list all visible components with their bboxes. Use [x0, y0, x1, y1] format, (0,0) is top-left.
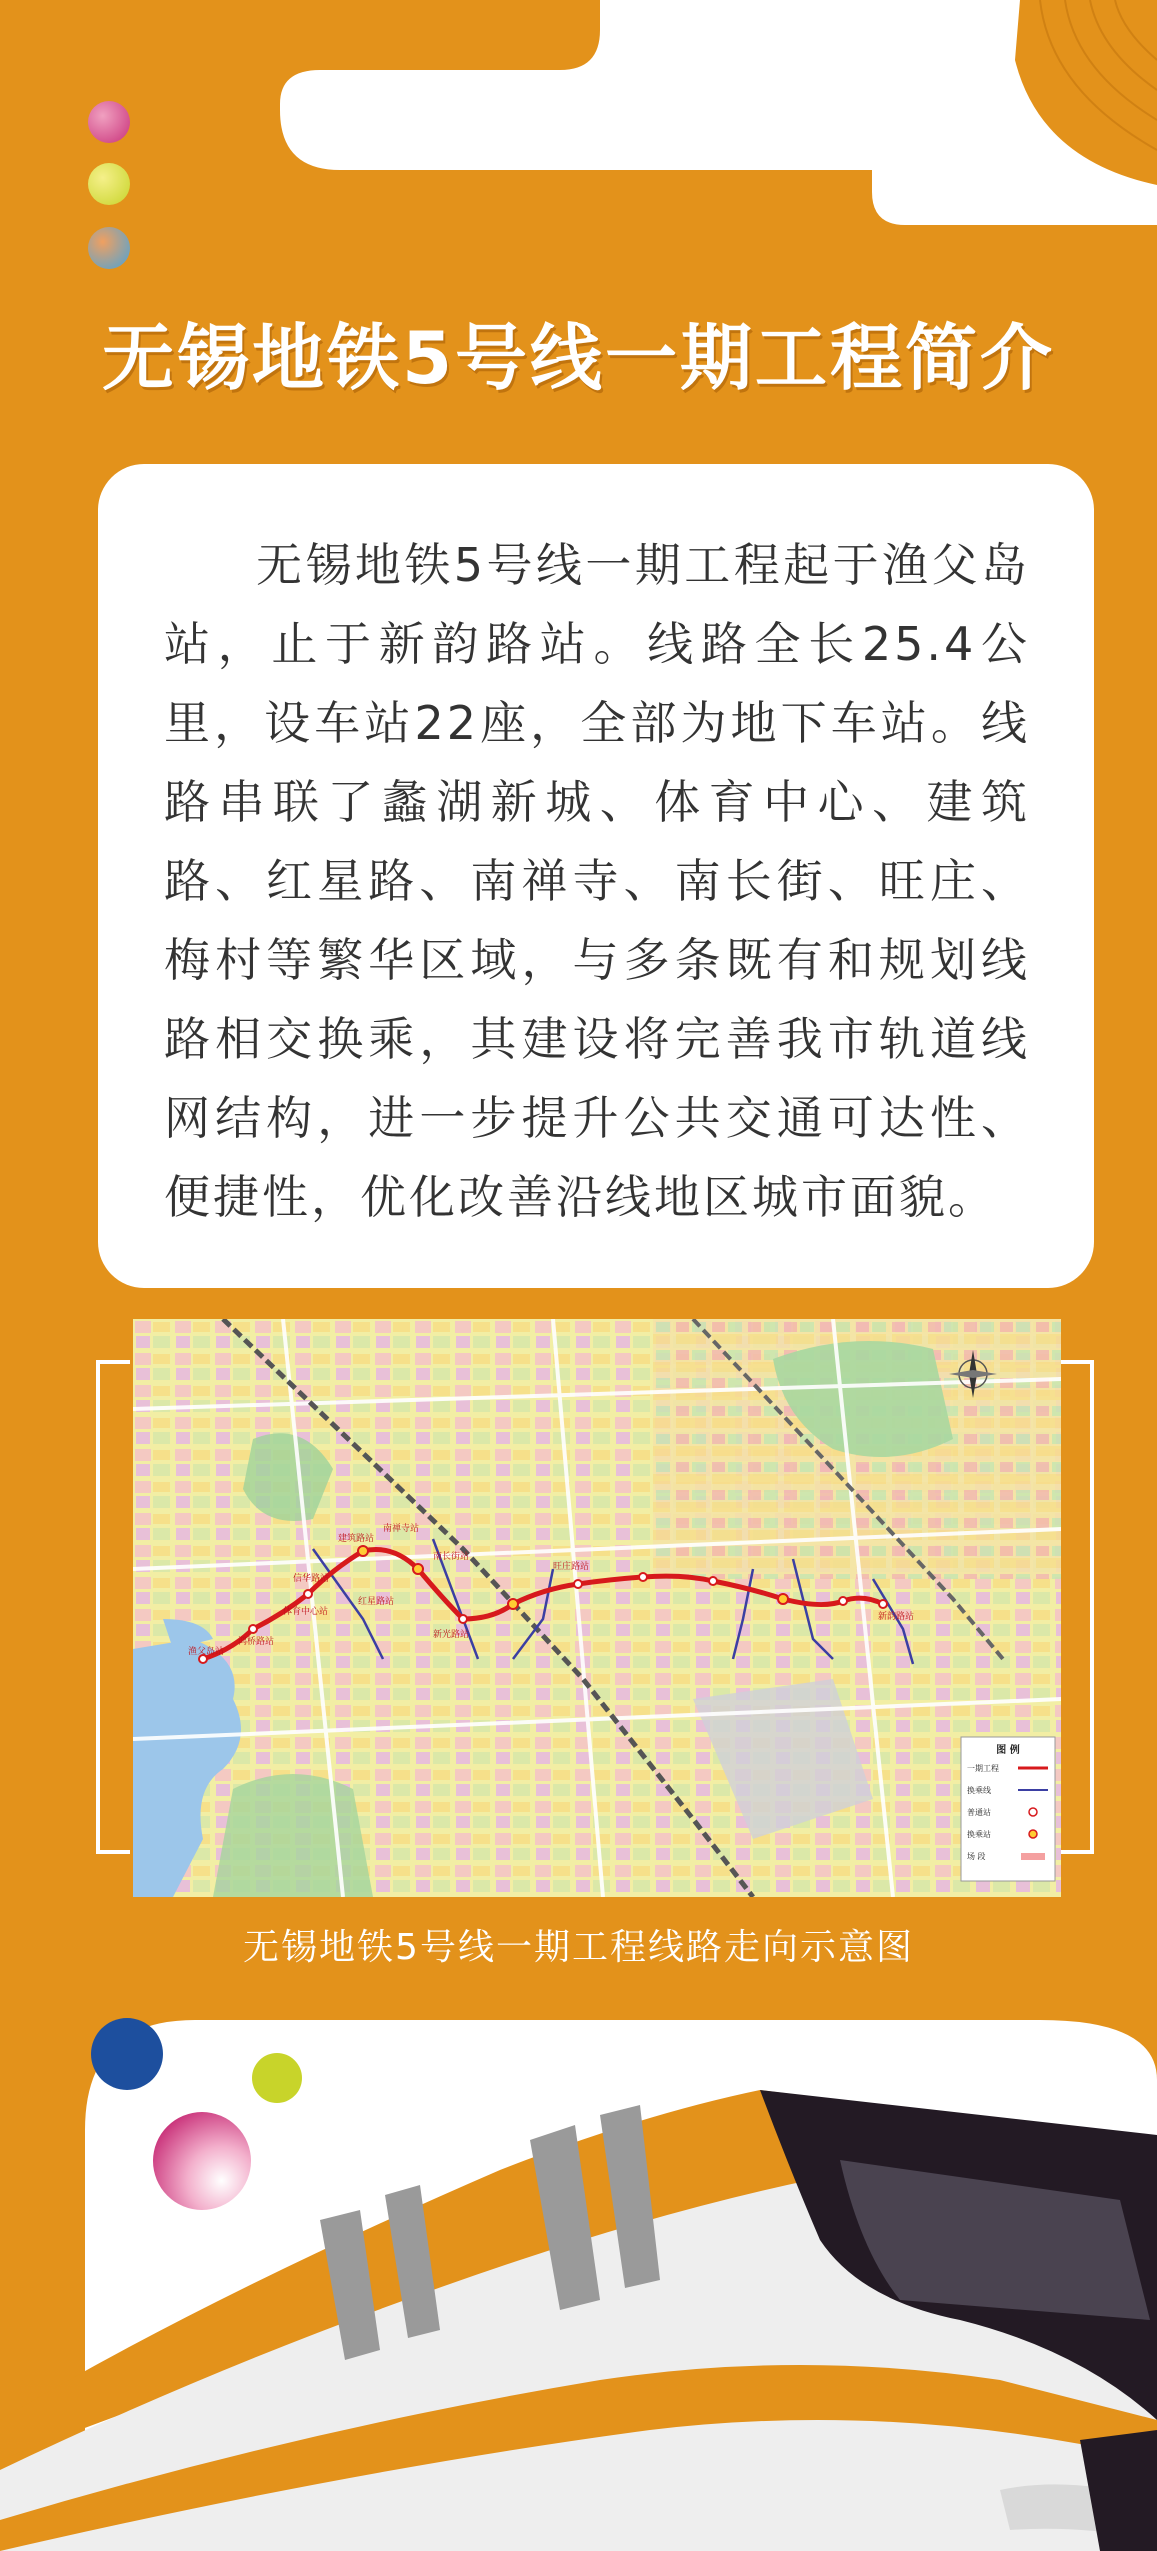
route-map [133, 1319, 1061, 1897]
station-label: 南长街站 [433, 1552, 470, 1562]
legend-title: 图 例 [996, 1745, 1020, 1756]
map-green-south [213, 1774, 373, 1897]
station-label: 体育中心站 [283, 1607, 329, 1617]
station-label: 旺庄路站 [553, 1562, 590, 1572]
decor-dot-lime [88, 163, 130, 205]
map-legend [961, 1737, 1055, 1881]
legend-item: 一期工程 [967, 1764, 999, 1773]
train-illustration [0, 2020, 1157, 2551]
legend-item: 场 段 [967, 1852, 986, 1861]
decor-dot-navy [91, 2018, 163, 2090]
station-label: 建筑路站 [338, 1534, 375, 1544]
station-label: 新韵路站 [878, 1612, 915, 1622]
map-bracket-left [96, 1360, 130, 1854]
station-label: 南禅寺站 [383, 1524, 420, 1534]
station-label: 新光路站 [433, 1630, 470, 1640]
legend-item: 普通站 [967, 1808, 991, 1817]
map-bracket-right [1060, 1360, 1094, 1854]
decor-dot-lime-small [252, 2053, 302, 2103]
decor-dot-pink [88, 101, 130, 143]
page-title: 无锡地铁5号线一期工程简介 [101, 316, 1056, 400]
station-label: 红星路站 [358, 1597, 395, 1607]
station-label: 鸿桥路站 [238, 1637, 275, 1647]
legend-item: 换乘站 [967, 1830, 991, 1839]
intro-card [98, 464, 1094, 1288]
decor-dot-blue [88, 227, 130, 269]
decor-dot-pink-large [153, 2112, 251, 2210]
intro-text: 无锡地铁5号线一期工程起于渔父岛站，止于新韵路站。线路全长25.4公里，设车站22座，全部为地下车站。线路串联了蠡湖新城、体育中心、建筑路、红星路、南禅寺、南长街、旺庄、梅村等繁华区域，与多条既有和规划线路相交换乘，其建设将完善我市轨道线网结构，进一步提升公共交通可达性、便捷性，优化改善沿线地区城市面貌。 [164, 538, 1030, 1224]
station-label: 渔父岛站 [188, 1647, 225, 1657]
station-label: 信华路站 [293, 1574, 330, 1584]
map-caption: 无锡地铁5号线一期工程线路走向示意图 [243, 1927, 914, 1968]
legend-item: 换乘线 [967, 1786, 991, 1795]
